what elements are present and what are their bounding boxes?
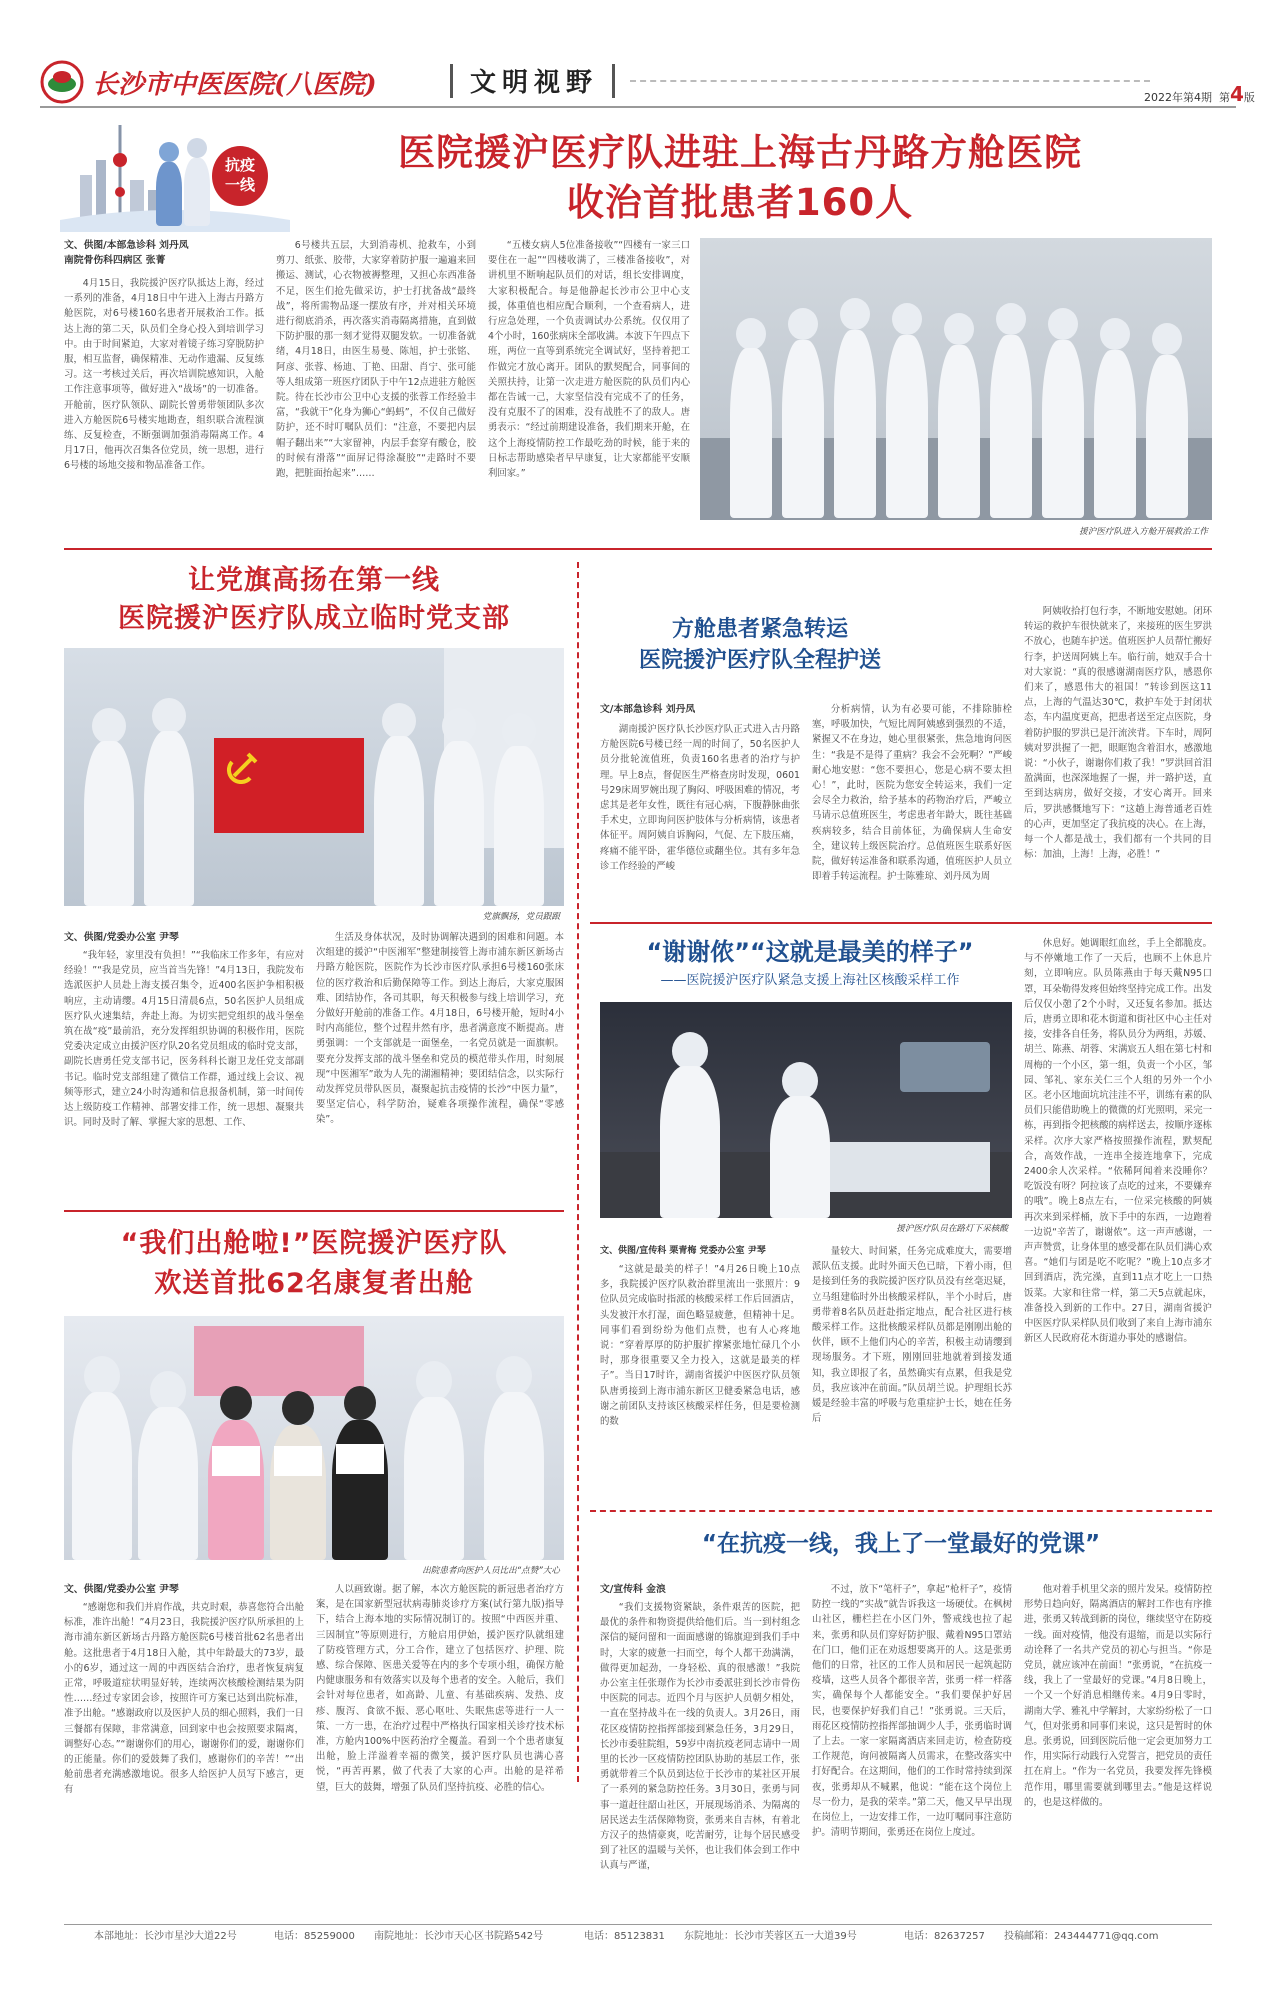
section-separator-left bbox=[450, 64, 453, 98]
hospital-logo-icon bbox=[40, 60, 84, 104]
badge-line-1: 抗疫 bbox=[224, 156, 255, 174]
article1-byline-1: 文、供图/本部急诊科 刘丹凤 bbox=[64, 240, 189, 251]
article2-title-line1: 让党旗高扬在第一线 bbox=[188, 565, 440, 596]
article3-column-2: 分析病情，认为有必要可能，不排除肺栓塞，呼吸加快，气短比周阿姨感到强烈的不适，紧握又不在身边，她心里很紧张，焦急地询问医生：“我是不是得了重病？我会不会死啊？”严峻耐心地安慰：“您不要担心，您是心病不要太担心！”，此时，医院为您安全转运来，我们一定会尽全力救治，给予基本的药物治疗后，严峻立马请示总值班医生，考虑患者年龄大，既往基础疾病较多，结合目前体征，为确保病人生命安全，建议转上级医院治疗。总值班医生联系好医院，做好转运准备和联系沟通，值班医护人员立即着手转运流程。护士陈雅琼、刘丹凤为周 bbox=[812, 704, 1012, 883]
badge-line-2: 一线 bbox=[224, 176, 255, 194]
recovered-patient-2 bbox=[270, 1391, 326, 1560]
article6-column-1: “我们支援物资紧缺，条件艰苦的医院，把最优的条件和物资提供给他们后。当一到村组念深信的疑问留和一面面感谢的锦旗迎到我们手中时，大家的疲惫一扫而空，每个人都干劲满满，做得更加起劲，一身轻松、真的很感激！”我院办公室主任张璟作为长沙市委派驻到长沙市骨伤中医院的同志。近四个月与医护人员朝夕相处，一直在坚持战斗在一线的负责人。3月26日，雨花区疫情防控指挥部接到紧急任务，3月29日，长沙市委驻院组，59岁中南抗疫老同志请中一周里的长沙一区疫情防控团队协助的基层工作，张勇就带着三个队员到达位于长沙市的某社区开展了一系列的紧急防控任务。3月30日，张勇与同事一道赶往韶山社区，开展现场消杀、为隔离的居民送去生活保障物资，张勇来自吉林，有着北方汉子的热情豪爽，吃苦耐劳，让每个居民感受到了社区的温暖与关怀，也让我们体会到工作中认真与严谨， bbox=[600, 1602, 800, 1872]
article5-photo bbox=[64, 1316, 564, 1560]
section-title: 文明视野 bbox=[470, 68, 599, 98]
article4-title bbox=[590, 936, 1030, 968]
issue-number: 2022年第4期 bbox=[1144, 91, 1212, 104]
article5-title-line1: “我们出舱啦!”医院援沪医疗队 bbox=[120, 1228, 508, 1259]
article5-column-1: “感谢您和我们并肩作战，共克时艰，恭喜您符合出舱标准，准许出舱！”4月23日，我院援沪医疗队所承担的上海市浦东新区新场古丹路方舱医院6号楼首批62名患者出舱。这批患者于4月18日入舱，其中年龄最大的73岁，最小的6岁，通过这一周的中西医结合治疗，患者恢复病复正常，呼吸道症状明显好转，连续两次核酸检测结果为阴性……经过专家团会诊，按照许可方案已达到出院标准，准予出舱。“感谢政府以及医护人员的细心照料，我们一日三餐都有保障，非常满意，回到家中也会按照要求隔离，调整好心态。”“谢谢你们的用心，谢谢你们的爱，谢谢你们的正能量。你们的爱鼓舞了我们，感谢你们的辛苦！”“出舱前患者充满感激地说。很多人给医护人员写下感言，更有 bbox=[64, 1602, 304, 1796]
article1-title bbox=[300, 128, 1180, 228]
divider-right-mid bbox=[590, 922, 1212, 924]
article4-photo-caption: 援沪医疗队员在路灯下采核酸 bbox=[896, 1224, 1008, 1234]
footer-email[interactable]: 投稿邮箱：243444771@qq.com bbox=[1004, 1931, 1159, 1942]
article2-title bbox=[64, 562, 564, 638]
recovered-patient-3 bbox=[332, 1386, 388, 1560]
article6-byline: 文/宣传科 金浪 bbox=[600, 1584, 666, 1595]
article4-column-2: 量较大、时间紧，任务完成难度大，需要增派队伍支援。此时外面天色已暗，下着小雨，但是接到任务的我院援沪医疗队员没有丝毫迟疑，立马组建临时外出核酸采样队，半个小时后，唐勇带着8名队员赶赴指定地点，配合社区进行核酸采样工作。这批核酸采样队员都是刚刚出舱的伙伴，顾不上他们内心的辛苦，积极主动请缨到现场服务。才下班，刚刚回驻地就着到接发通知，我立即报了名，虽然确实有点累，但我是党员，我应该冲在前面。”队员胡兰说。护理组长苏媛是经验丰富的呼吸与危重症护士长，她在任务后 bbox=[812, 1246, 1012, 1425]
article3-title-line1: 方舱患者紧急转运 bbox=[671, 617, 848, 642]
article4-column-1: “这就是最美的样子！”4月26日晚上10点多，我院援沪医疗队救治群里流出一张照片：9位队员完成临时指派的核酸采样工作后回酒店，头发被汗水打湿，面色略显疲惫，但精神十足。同事们看到纷纷为他们点赞，也有人心疼地说：“穿着厚厚的防护服扩撑紧张地忙碌几个小时，那身很重要又全力投入，这就是最美的样子”。当日17时许，湖南省援沪中医医疗队员领队唐勇接到上海市浦东新区卫健委紧急电话，感谢之前团队支持该区核酸采样任务，但是要检测的数 bbox=[600, 1264, 800, 1428]
article1-photo-caption: 援沪医疗队进入方舱开展救治工作 bbox=[1079, 527, 1208, 537]
article4-title-line1: “谢谢侬”“这就是最美的样子” bbox=[646, 938, 974, 966]
article1-column-2: 6号楼共五层，大到消毒机、抢救车，小到剪刀、纸张、胶带，大家穿着防护服一遍遍来回搬运、测试，心衣物被褥整理，又担心东西准备不足，医生们抢先做采访，护士打扰备战“最终战”，将所需物品逐一摆放有序，并对相关环境进行彻底消杀，再次落实消毒隔离措施，直到做下防护服的那一刻才觉得双腿发软。一切准备就绪，4月18日，由医生易曼、陈旭，护士张铭、阿彦、张蓉、杨迪、丁艳、田甜、肖宁、张可能等人组成第一班医疗团队于中午12点进驻方舱医院。待在长沙市公卫中心支援的张蓉工作经验丰富，“我就干”化身为狮心“蚂蚂”，不仅自己做好防护，还不时叮嘱队员们：“注意，不要把内层帽子翻出来”“大家留神，内层手套穿有酸仓，胶的时候有滑落”“面屏记得涂凝胶”“走路时不要跑，把脏面抬起来”…… bbox=[276, 240, 476, 480]
badge-anti-epidemic bbox=[212, 146, 268, 206]
footer bbox=[64, 1924, 1212, 1949]
footer-address-east: 东院地址：长沙市芙蓉区五一大道39号 bbox=[684, 1931, 857, 1942]
hammer-sickle-icon bbox=[226, 748, 262, 784]
article5-title-line2: 欢送首批62名康复者出舱 bbox=[154, 1268, 474, 1299]
recovered-patient-1 bbox=[208, 1386, 264, 1560]
article2-title-line2: 医院援沪医疗队成立临时党支部 bbox=[118, 603, 510, 634]
article2-photo-caption: 党旗飘扬，党员跟跟 bbox=[482, 912, 560, 922]
issue-info bbox=[1144, 82, 1255, 106]
footer-phone-main: 电话：85259000 bbox=[274, 1931, 355, 1942]
page-number: 4 bbox=[1230, 82, 1244, 106]
article3-column-1: 湖南援沪医疗队长沙医疗队正式进入古丹路方舱医院6号楼已经一周的时间了，50名医护人员分批轮流值班，负责160名患者的治疗与护理。早上8点，督促医生严格查房时发现，0601号29床周罗婉出现了胸闷、呼吸困难的情况，考虑其是老年女性，既往有冠心病，下腹静脉曲张手术史，立即询问医护肢体与分析病情，该患者体征平。周阿姨自诉胸闷，气促、左下肢压痛，疼痛不能平卧，霍华德位或翻坐位。其有多年急诊工作经验的严峻 bbox=[600, 724, 800, 872]
medic-group-figures bbox=[730, 268, 1190, 518]
article6-column-3: 他对着手机里父亲的照片发呆。疫情防控形势日趋向好，隔离酒店的解封工作也有序推进，张勇又转战到新的岗位，继续坚守在防疫一线。面对疫情，他没有退缩，而是以实际行动诠释了一名共产党员的初心与担当。“你是党员，就应该冲在前面！”张勇说，“在抗疫一线，我上了一堂最好的党课。”4月8日晚上，一个又一个好消息相继传来。4月9日零时，湖南大学、雅礼中学解封，大家纷纷松了一口气，但对张勇和同事们来说，这只是暂时的休息。张勇说，回到医院后他一定会更加努力工作，用实际行动践行入党誓言，把党员的责任扛在肩上。“作为一名党员，我要发挥先锋模范作用，哪里需要就到哪里去。”他是这样说的，也是这样做的。 bbox=[1024, 1584, 1212, 1808]
article3-column-3: 阿姨收拾打包行李，不断地安慰她。闭环转运的救护车很快就来了，来接班的医生罗洪不放心，也随车护送。值班医护人员帮忙搬好行李，护送周阿姨上车。临行前，她双手合十对大家说：“真的很感谢湖南医疗队，感恩你们来了，感恩伟大的祖国！”转诊到医这11点，上海的气温达30℃，救护车处于封闭状态，车内温度更高，把患者送至定点医院，身着防护服的罗洪已是汗流浃背。下车时，周阿姨对罗洪握了一把，眼眶饱含着泪水，感激地说：“小伙子，谢谢你们救了我！”罗洪回首泪盈满面，也深深地握了一握，并一路护送，直至到达病房，做好交接，才安心离开。回来后，罗洪感慨地写下：“这趟上海普通老百姓的心声，更加坚定了我抗疫的决心。在上海，每一个人都是战士，我们都有一个共同的目标：加油，上海！上海，必胜！” bbox=[1024, 606, 1212, 861]
article4-byline: 文、供图/宣传科 栗青梅 党委办公室 尹琴 bbox=[600, 1246, 766, 1256]
article4-column-3: 休息好。她调眼红血丝，手上全都脆皮。与不停嫩地工作了一天后，也顾不上休息片刻，立即响应。队员陈燕由于每天戴N95口罩，耳朵勒得发疼但始终坚持完成工作。出发后仅仅小憩了2个小时，又还复名参加。抵达后，唐勇立即和花木街道和街社区中心主任对接，安排各自任务，将队员分为两组，苏媛、胡兰、陈燕、胡蓉、宋满宸五人组在第七村和周梅的一个小区，第一组，负责一个小区，邹园、邹礼、家东关仁三个人组的另外一个小区。老小区地面坑坑洼洼不平，训练有素的队员们只能借助晚上的微微的灯光照明，采完一栋，再到指令把核酸的病样送去，按顺序逐栋采样。次序大家严格按照操作流程，默契配合，高效作战，一连串全接连地拿下，完成2400余人次采样。“依稀阿闻着来没睡你？吃饭没有呀？阿拉该了点吃的过来，不要嫌弃的哦”。晚上8点左右，一位采完核酸的阿姨再次来到采样桶，放下手中的东西，一边跑着一边说“辛苦了，谢谢侬”。这一声声感谢，一声声赞赏，让身体里的感受都在队员们满心欢喜。“她们与团是吃不吃呢？”晚上10点多才回到酒店，洗完澡，直到11点才吃上一口热饭菜。大家和往常一样，第二天5点就起床，准备投入到新的工作中。27日，湖南省援沪中医医疗队采样队员们收到了来自上海市浦东新区人民政府花木街道办事处的感谢信。 bbox=[1024, 938, 1212, 1345]
page-prefix: 第 bbox=[1219, 91, 1230, 104]
footer-address-south: 南院地址：长沙市天心区书院路542号 bbox=[374, 1931, 544, 1942]
article4-photo bbox=[600, 1002, 1012, 1218]
divider-left-mid bbox=[64, 1210, 564, 1212]
article1-byline-2: 南院骨伤科四病区 张菁 bbox=[64, 255, 166, 266]
article2-photo bbox=[64, 648, 564, 906]
article3-byline: 文/本部急诊科 刘丹凤 bbox=[600, 704, 696, 715]
article3-title bbox=[590, 614, 930, 676]
section-dash-line bbox=[630, 80, 1150, 82]
article2-column-2: 生活及身体状况，及时协调解决遇到的困难和问题。本次组建的援沪“中医湘军”整建制接管上海市浦东新区新场古丹路方舱医院，医院作为长沙市医疗队承担6号楼160张床位的医疗救治和后勤保障等工作。到达上海后，大家克服困难、团结协作，各司其职，每天积极参与线上培训学习，充分做好开舱前的准备工作。4月18日，6号楼开舱，短时4小时内高能位，整个过程井然有序，患者满意度不断提高。唐勇强调：一个支部就是一面堡垒，一名党员就是一面旗帜。要充分发挥支部的战斗堡垒和党员的模范带头作用，时刻展现“中医湘军”敢为人先的湖湘精神；要团结信念，以实际行动发挥党员带队医员，凝聚起抗击疫情的长沙“中医力量”，要坚定信心，科学防治，疑难各项操作流程，确保“零感染”。 bbox=[316, 932, 564, 1126]
masthead-rule bbox=[40, 106, 1236, 108]
hospital-name: 长沙市中医医院(八医院) bbox=[92, 70, 377, 100]
divider-right-low bbox=[590, 1510, 1212, 1512]
article1-title-line2: 收治首批患者160人 bbox=[566, 181, 914, 224]
page-suffix: 版 bbox=[1243, 91, 1255, 104]
footer-address-main: 本部地址：长沙市星沙大道22号 bbox=[94, 1931, 237, 1942]
footer-phone-south: 电话：85123831 bbox=[584, 1931, 665, 1942]
article5-column-2: 人以画致谢。据了解，本次方舱医院的新冠患者治疗方案，是在国家新型冠状病毒肺炎诊疗方案(试行第九版)指导下，结合上海本地的实际情况制订的。按照“中西医并重、三因制宜”等原则进行，方舱启用伊始，援沪医疗队就组建了防疫管理方式，分工合作，建立了包括医疗、护理、院感、综合保障、医患关爱等在内的多个专项小组，确保方舱内健康服务和有效落实以及每个患者的安全。入舱后，我们会针对每位患者，如高龄、儿童、有基础疾病、发热、皮疹、腹泻、食欲不振、恶心呕吐、失眠焦虑等进行一人一策、一方一患，在治疗过程中严格执行国家相关诊疗技术标准，方舱内100%中医药治疗全覆盖。看到一个个患者康复出舱，脸上洋溢着幸福的微笑，援沪医疗队员也满心喜悦，“再苦再累，做了代表了大家的心声。出舱的是祥希望，巨大的鼓舞，增强了队员们坚持抗疫、必胜的信心。 bbox=[316, 1584, 564, 1793]
masthead bbox=[40, 56, 1255, 112]
party-flag bbox=[214, 738, 364, 833]
footer-phone-east: 电话：82637257 bbox=[904, 1931, 985, 1942]
anti-epidemic-illustration bbox=[60, 120, 290, 232]
article5-photo-caption: 出院患者向医护人员比出“点赞”大心 bbox=[422, 1566, 560, 1576]
article1-photo bbox=[700, 238, 1212, 520]
medic-figure-2 bbox=[184, 138, 210, 226]
article6-column-2: 不过，放下“笔杆子”，拿起“枪杆子”，疫情防控一线的“实战”就告诉我这一场硬仗。在枫树山社区，栅栏拦在小区门外，警戒线也拉了起来，张勇和队员们穿好防护服、戴着N95口罩站在门口，他们正在劝返想要离开的人。这是张勇他们的日常，社区的工作人员和居民一起筑起防疫墙，这些人员各个都很辛苦，张勇一样一样落实，确保每个人都能安全。“我们要保护好居民，也要保护好我们自己！”张勇说。三天后，雨花区疫情防控指挥部抽调少人手，张勇临时调了上去。一家一家隔离酒店来回走访，检查防疫工作规范，询问被隔离人员需求，在整改落实中打好配合。在这期间，他们的工作时常持续到深夜，张勇却从不喊累，他说：“能在这个岗位上尽一份力，是我的荣幸。”第二天，他又早早出现在岗位上，一边安排工作，一边叮嘱同事注意防护。清明节期间，张勇还在岗位上度过。 bbox=[812, 1584, 1012, 1839]
section-separator-right bbox=[612, 64, 615, 98]
article2-column-1: “我年轻，家里没有负担！”“我临床工作多年，有应对经验！”“我是党员，应当首当先锋！”4月13日，我院发布选派医护人员赴上海支援召集令，近400名医护争相积极响应，主动请缨。4月15日清晨6点，50名医护人员组成医疗队火速集结，奔赴上海。为切实把党组织的战斗堡垒筑在战“疫”最前沿，充分发挥组织协调的积极作用，医院党委决定成立由援沪医疗队20名党员组成的临时党支部，副院长唐勇任党支部书记，医务科科长谢卫龙任党支部副书记。临时党支部组建了微信工作群，通过线上会议、视频等形式，建立24小时沟通和信息报备机制，第一时间传达上级防疫工作精神、部署安排工作，统一思想、凝聚共识。同时及时了解、掌握大家的思想、工作、 bbox=[64, 950, 304, 1129]
article1-column-1: 4月15日，我院援沪医疗队抵达上海，经过一系列的准备，4月18日中午进入上海古丹路方舱医院，对6号楼160名患者开展救治工作。抵达上海的第二天，队员们全身心投入到培训学习中。由于时间紧迫，大家对着镜子练习穿脱防护服，相互监督，确保精准、无动作遗漏、反复练习。这一考核过关后，再次培训院感知识，入舱工作注意事项等，做好进入“战场”的一切准备。开舱前，医疗队领队、副院长曾勇带领团队多次进入方舱医院6号楼实地勘查，组织联合流程演练、反复检查，不断强调加强消毒隔离工作。4月17日，他再次召集各位党员，统一思想，进行6号楼的场地交接和物品准备工作。 bbox=[64, 278, 264, 472]
article2-byline: 文、供图/党委办公室 尹琴 bbox=[64, 932, 179, 943]
divider-vertical bbox=[577, 562, 579, 1782]
article1-title-line1: 医院援沪医疗队进驻上海古丹路方舱医院 bbox=[398, 131, 1082, 174]
article5-byline: 文、供图/党委办公室 尹琴 bbox=[64, 1584, 179, 1595]
divider-top bbox=[64, 548, 1212, 550]
article1-column-3: “五楼女病人5位准备接收”“四楼有一家三口要住在一起”“四楼收满了，三楼准备接收”，对讲机里不断响起队员们的对话，组长安排调度，大家积极配合。每是他静起长沙市公卫中心支援，体重值也相应配合顺利，一个查看病人，进行应急处理，一个负责调试办公系统。仅仅用了4个小时，160张病床全部收满。本波下午四点下班，两位一直等到系统完全调试好，坚持着把工作做完才放心离开。团队的默契配合，同事间的关照扶持，让第一次走进方舱医院的队员们内心都在告诫一己，大家坚信没有完成不了的任务，没有克服不了的困难，没有战胜不了的敌人。唐勇表示：“经过前期建设准备，我们期来开舱，在这个上海疫情防控工作最吃劲的时候，能于来的日标志帮助感染者早早康复，让大家都能平安顺利回家。” bbox=[488, 240, 690, 480]
medic-figure-1 bbox=[156, 142, 182, 226]
article4-subtitle: ——医院援沪医疗队紧急支援上海社区核酸采样工作 bbox=[660, 973, 960, 988]
article3-title-line2: 医院援沪医疗队全程护送 bbox=[638, 648, 881, 673]
article6-title: “在抗疫一线，我上了一堂最好的党课” bbox=[701, 1531, 1101, 1557]
article1-byline bbox=[64, 238, 264, 268]
article5-title bbox=[64, 1224, 564, 1304]
